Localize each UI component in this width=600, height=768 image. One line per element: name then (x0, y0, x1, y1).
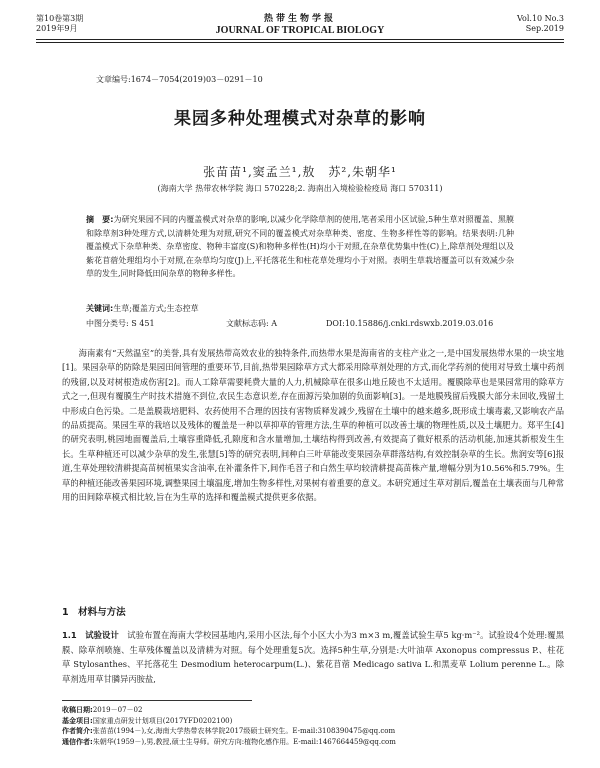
footnote-text: 朱朝华(1959－),男,教授,硕士生导师。研究方向:植物化感作用。E-mail:1467664459@qq.com (92, 737, 396, 746)
header-month: Sep.2019 (525, 24, 564, 33)
affiliation: (海南大学 热带农林学院 海口 570228;2. 海南出入境检验检疫局 海口 570311) (157, 184, 443, 193)
footnote-funding (62, 716, 564, 727)
abstract-text: 为研究果园不同的内覆盖模式对杂草的影响,以减少化学除草剂的使用,笔者采用小区试验,5种生草对照覆盖、黑膜和除草剂3种处理方式,以清耕处理为对照,研究不同的覆盖模式对杂草种类、密度、生物多样性等的影响。结果表明:几种覆盖模式下杂草种类、杂草密度、物种丰富度(S)和物种多样性(H)均小于对照,在杂草优势集中性(C)上,除草剂处理组以及紫花苜蓿处理组均小于对照,在杂草均匀度(J)上,平托落花生和柱花草处理均小于对照。表明生草栽培覆盖可以有效减少杂草的发生,同时降低田间杂草的物种多样性。 (86, 215, 515, 279)
subsection-label: 1.1 试验设计 (62, 630, 119, 640)
footnote-text: 国家重点研发计划项目(2017YFD0202100) (92, 716, 233, 725)
keywords-text: 生草;覆盖方式;生态控草 (113, 304, 199, 313)
header-volume: Vol.10 No.3 (517, 14, 564, 23)
header-right (517, 14, 564, 34)
article-number: 文章编号:1674－7054(2019)03－0291－10 (96, 75, 263, 84)
clc-number: 中图分类号: S 451 (86, 319, 155, 328)
footnote-correspondence (62, 737, 564, 748)
header-rule-thick (36, 39, 564, 40)
author-list: 张苗苗¹,窦孟兰¹,敖 苏²,朱朝华¹ (203, 165, 397, 179)
footnote-author (62, 726, 564, 737)
keywords-label: 关键词: (86, 304, 114, 313)
header-rule-thin (36, 42, 564, 43)
keywords (86, 302, 514, 315)
abstract-label: 摘 要: (86, 215, 114, 224)
subsection-text: 试验布置在海南大学校园基地内,采用小区法,每个小区大小为3 m×3 m,覆盖试验生草5 kg·m⁻²。试验设4个处理:覆黑膜、除草剂喷施、生草残体覆盖以及清耕为对照。每个处理重复5次。选择5种生草,分别是:大叶油草 Axonopus compressus P.、柱花草 Stylosanthes、平托落花生 Desmodium heterocarpum(L.)、紫花苜蓿 Medicago sativa L.和黑麦草 Lolium perenne L.。除草剂选用草甘膦异丙胺盐, (62, 630, 564, 684)
footnote-received (62, 705, 564, 716)
footnotes (62, 705, 564, 747)
abstract (86, 213, 514, 281)
section-heading: 1 材料与方法 (62, 607, 126, 618)
journal-name-en: JOURNAL OF TROPICAL BIOLOGY (215, 25, 385, 36)
intro-paragraph: 海南素有“天然温室”的美誉,具有发展热带高效农业的独特条件,而热带水果是海南省的支柱产业之一,是中国发展热带水果的一块宝地[1]。果园杂草的防除是果园田间管理的重要环节,目前,热带果园除草方式大都采用除草剂处理的方式,而化学药剂的使用对导致土壤中药剂的残留,以及对树根造成伤害[2]。而人工除草需要耗费大量的人力,机械除草在很多山地丘陵也不太适用。覆膜除草也是果园常用的除草方式之一,但现有覆膜生产时技术措施不到位,农民生态意识差,存在面源污染加剧的负面影响[3]。一是地膜残留后残膜大部分未回收,残留土中形成白色污染。二是盖膜栽培肥料、农药使用不合理的因技有害物质释发减少,残留在土壤中的越来越多,既形成土壤毒素,又影响农产品的品质提高。果园生草的栽培以及残体的覆盖是一种以草抑草的管理方法,生草的种植可以改善土壤的物理性质,以及土壤肥力。郑平生[4]的研究表明,桃园地面覆盖后,土壤容重降低,孔隙度和含水量增加,土壤结构得到改善,有效提高了微好根系的活动机能,加速其新根发生生长。生草种植还可以减少杂草的发生,张慧[5]等的研究表明,间种白三叶草能改变果园杂草群落结构,有效控制杂草的生长。焦润安等[6]报道,生草处理较清耕提高苗树植果实含油率,在补灌条件下,间作毛苕子和白然生草均较清耕提高苗株产量,增幅分别为10.56%和5.79%。生草的种植还能改善果园环境,调整果园土壤温度,增加生物多样性,对果树有着重要的意义。本研究通过生草对割后,覆盖在土壤表面与几种常用的田间除草模式相比较,旨在为生草的选择和覆盖模式提供更多依据。 (62, 348, 564, 503)
doi: DOI:10.15886/j.cnki.rdswxb.2019.03.016 (326, 319, 494, 328)
footnote-label: 基金项目: (62, 716, 93, 725)
subsection-paragraph (62, 628, 564, 686)
footnote-rule (62, 700, 252, 701)
footnote-label: 通信作者: (62, 737, 93, 746)
footnote-label: 收稿日期: (62, 706, 93, 714)
header-issue: 第10卷第3期 (36, 14, 84, 23)
footnote-text: 张苗苗(1994－),女,海南大学热带农林学院2017级硕士研究生。E-mail:3108390475@qq.com (92, 727, 396, 736)
footnote-label: 作者简介: (62, 727, 93, 736)
header-center (36, 14, 564, 37)
classification-line (86, 318, 514, 329)
journal-name-cn: 热带生物学报 (263, 14, 336, 24)
header-date: 2019年9月 (36, 24, 78, 33)
footnote-text: 2019－07－02 (92, 706, 143, 714)
document-code: 文献标志码: A (226, 319, 278, 328)
article-title: 果园多种处理模式对杂草的影响 (174, 109, 426, 129)
